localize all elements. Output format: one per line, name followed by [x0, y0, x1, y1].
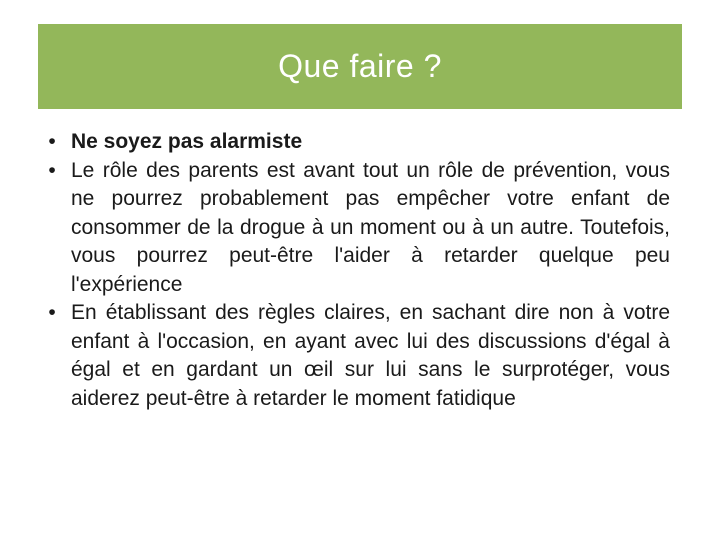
bullet-text: Ne soyez pas alarmiste: [71, 130, 303, 153]
bullet-marker: •: [48, 301, 56, 324]
bullet-marker: •: [48, 158, 56, 182]
slide-title: Que faire ?: [278, 48, 442, 84]
bullet-text: En établissant des règles claires, en sachant dire non à votre enfant à l'occasion, en ayant avec lui des discussions d'égal à égal et en gardant un œil sur lui sans le surprotéger, vous aiderez peut-être à retarder le moment fatidique: [71, 301, 670, 410]
title-banner: [38, 24, 682, 109]
bullet-item: [44, 128, 670, 157]
bullet-list: [44, 128, 670, 413]
slide-body: [44, 128, 670, 413]
bullet-item: [44, 157, 670, 300]
bullet-marker: •: [48, 130, 56, 153]
bullet-text: Le rôle des parents est avant tout un rôle de prévention, vous ne pourrez probablement pas empêcher votre enfant de consommer de la drogue à un moment ou à un autre. Toutefois, vous pourrez peut-être l'aider à retarder quelque peu l'expérience: [71, 158, 670, 296]
bullet-item: [44, 299, 670, 413]
